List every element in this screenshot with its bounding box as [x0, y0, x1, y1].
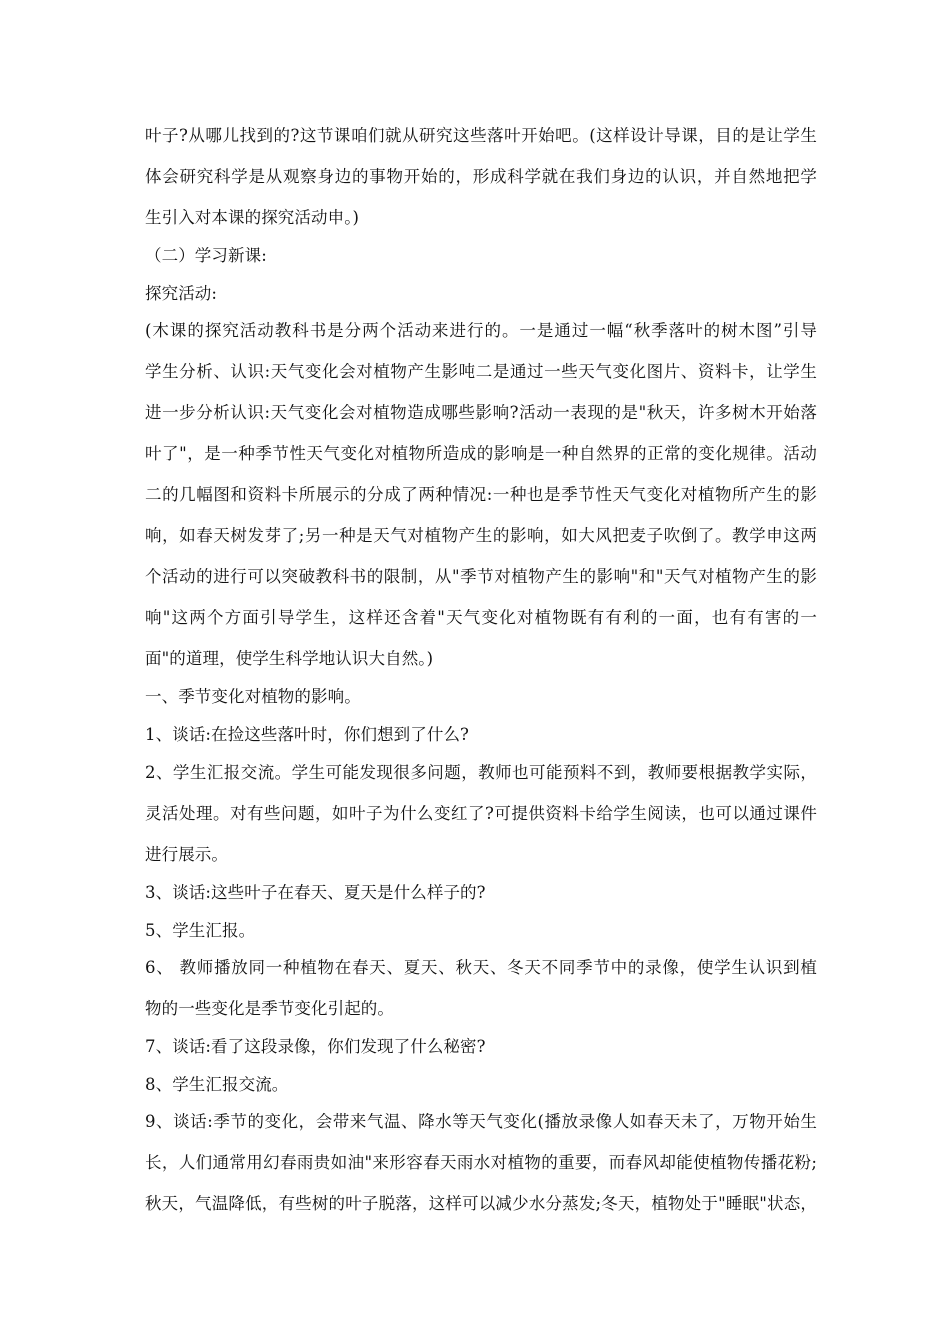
- list-item: 8、学生汇报交流。: [145, 1075, 289, 1094]
- list-item: 1、谈话:在捡这些落叶时，你们想到了什么?: [145, 725, 470, 744]
- text-line: 叶子?从哪儿找到的?这节课咱们就从研究这些落叶开始吧。(这样设计导课，目的是让学生: [145, 126, 817, 145]
- text-line: 长，人们通常用幻春雨贵如油"来形容春天雨水对植物的重要，而春风却能使植物传播花粉;: [145, 1153, 817, 1172]
- list-item: 9、谈话:季节的变化，会带来气温、降水等天气变化(播放录像人如春天未了，万物开始生: [145, 1112, 817, 1131]
- text-line: 秋天，气温降低，有些树的叶子脱落，这样可以减少水分蒸发;冬天，植物处于"睡眠"状态，: [145, 1194, 817, 1213]
- text-line: 二的几幅图和资料卡所展示的分成了两种情况:一种也是季节性天气变化对植物所产生的影: [145, 485, 817, 504]
- list-item: 7、谈话:看了这段录像，你们发现了什么秘密?: [145, 1037, 486, 1056]
- text-line: 学生分析、认识:天气变化会对植物产生影吨二是通过一些天气变化图片、资料卡，让学生: [145, 362, 817, 381]
- text-line: 进一步分析认识:天气变化会对植物造成哪些影响?活动一表现的是"秋天，许多树木开始落: [145, 403, 817, 422]
- text-line: 响"这两个方面引导学生，这样还含着"天气变化对植物既有有利的一面，也有有害的一: [145, 608, 817, 627]
- section-heading: 一、季节变化对植物的影响。: [145, 687, 361, 706]
- text-line: 体会研究科学是从观察身边的事物开始的，形成科学就在我们身边的认识，并自然地把学: [145, 167, 817, 186]
- list-item: 2、学生汇报交流。学生可能发现很多问题，教师也可能预料不到，教师要根据教学实际，: [145, 763, 817, 782]
- section-heading: （二）学习新课:: [145, 246, 267, 265]
- text-line: 生引入对本课的探究活动申。): [145, 208, 360, 227]
- list-item: 3、谈话:这些叶子在春天、夏天是什么样子的?: [145, 883, 486, 902]
- text-line: 进行展示。: [145, 845, 228, 864]
- list-item: 5、学生汇报。: [145, 921, 256, 940]
- text-line: 叶了"，是一种季节性天气变化对植物所造成的影响是一种自然界的正常的变化规律。活动: [145, 444, 817, 463]
- text-line: 个活动的进行可以突破教科书的限制，从"季节对植物产生的影响"和"天气对植物产生的影: [145, 567, 817, 586]
- text-line: 灵活处理。对有些问题，如叶子为什么变红了?可提供资料卡给学生阅读，也可以通过课件: [145, 804, 817, 823]
- list-item: 6、 教师播放同一种植物在春天、夏天、秋天、冬天不同季节中的录像，使学生认识到植: [145, 958, 817, 977]
- text-line: (木课的探究活动教科书是分两个活动来进行的。一是通过一幅“秋季落叶的树木图”引导: [145, 321, 817, 340]
- subsection-heading: 探究活动:: [145, 284, 218, 303]
- text-line: 面"的道理，使学生科学地认识大自然。): [145, 649, 434, 668]
- text-line: 物的一些变化是季节变化引起的。: [145, 999, 394, 1018]
- text-line: 响，如春天树发芽了;另一种是天气对植物产生的影响，如大风把麦子吹倒了。教学申这两: [145, 526, 817, 545]
